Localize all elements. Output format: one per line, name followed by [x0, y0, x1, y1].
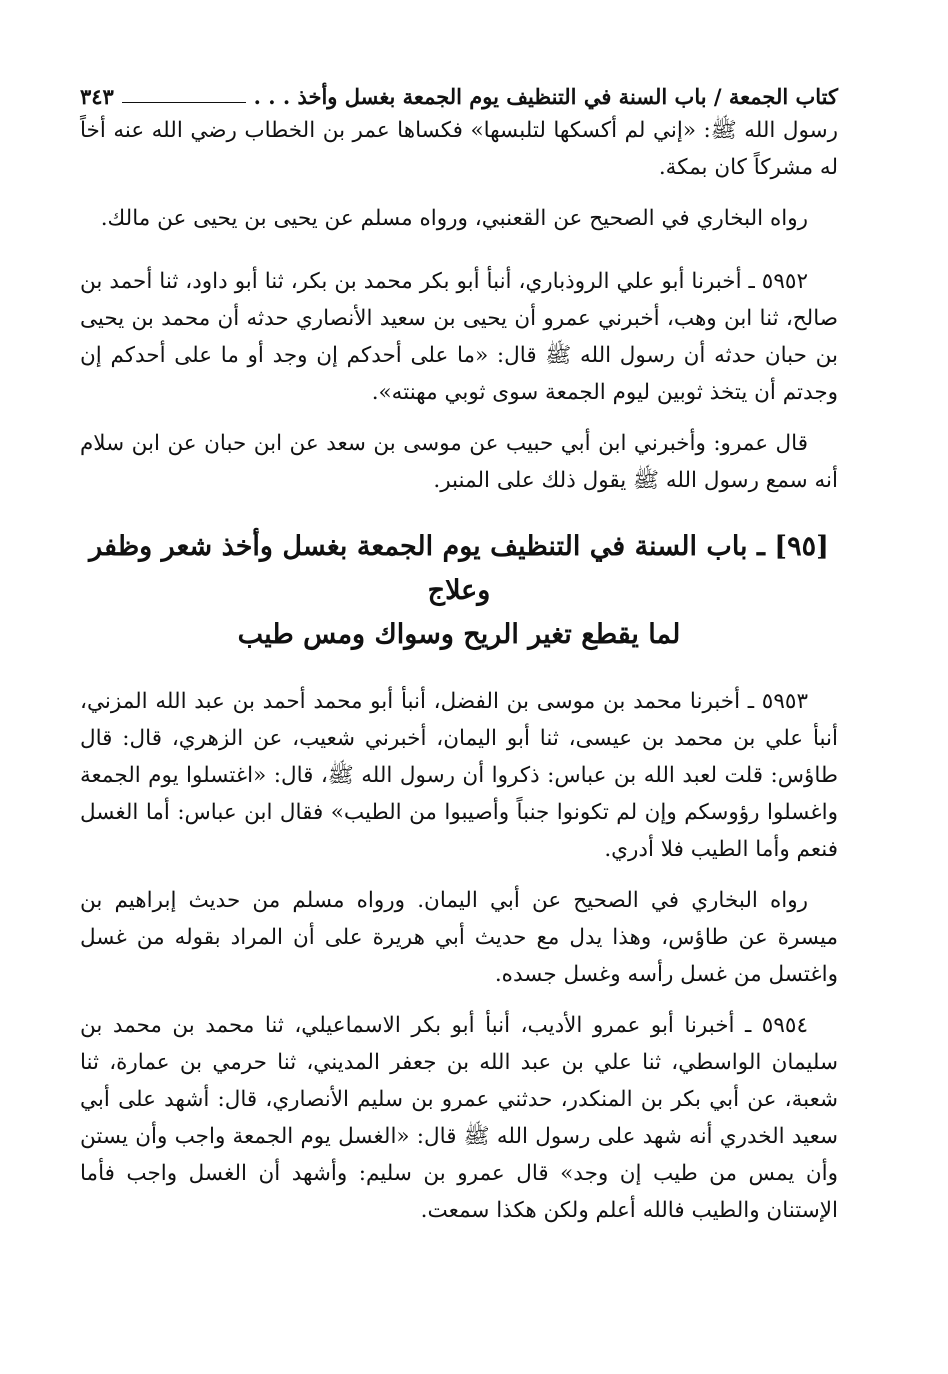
paragraph-continuation: رسول الله ﷺ: «إني لم أكسكها لتلبسها» فكساها عمر بن الخطاب رضي الله عنه أخاً له مشركاً كان بمكة. [80, 118, 838, 180]
running-header [80, 78, 838, 112]
chapter-heading [80, 525, 838, 657]
paragraph-narration-note: رواه البخاري في الصحيح عن القعنبي، ورواه مسلم عن يحيى بن يحيى عن مالك. [100, 206, 808, 231]
paragraph-amr-narration: قال عمرو: وأخبرني ابن أبي حبيب عن موسى بن سعد عن ابن حبان عن ابن سلام أنه سمع رسول الله ﷺ يقول ذلك على المنبر. [80, 431, 838, 493]
page-number: ٣٤٣ [80, 84, 114, 109]
running-title: كتاب الجمعة / باب السنة في التنظيف يوم الجمعة بغسل وأخذ . . . [253, 84, 838, 109]
hadith-5954: ٥٩٥٤ ـ أخبرنا أبو عمرو الأديب، أنبأ أبو بكر الاسماعيلي، ثنا محمد بن محمد بن سليمان الواسطي، ثنا علي بن عبد الله بن جعفر المديني، ثنا حرمي بن عمارة، ثنا شعبة، عن أبي بكر بن المنكدر، حدثني عمرو بن سليم الأنصاري، قال: أشهد على أبي سعيد الخدري أنه شهد على رسول الله ﷺ قال: «الغسل يوم الجمعة واجب وأن يستن وأن يمس من طيب إن وجد» قال عمرو بن سليم: وأشهد أن الغسل واجب فأما الإستنان والطيب فالله أعلم ولكن هكذا سمعت. [80, 1013, 838, 1223]
chapter-heading-line-2: لما يقطع تغير الريح وسواك ومس طيب [237, 619, 681, 650]
paragraph-bukhari-note: رواه البخاري في الصحيح عن أبي اليمان. ورواه مسلم من حديث إبراهيم بن ميسرة عن طاؤس، وهذا يدل مع حديث أبي هريرة على أن المراد بقوله من غسل واغتسل من غسل رأسه وغسل جسده. [80, 888, 838, 987]
hadith-5952: ٥٩٥٢ ـ أخبرنا أبو علي الروذباري، أنبأ أبو بكر محمد بن بكر، ثنا أبو داود، ثنا أحمد بن صالح، ثنا ابن وهب، أخبرني عمرو أن يحيى بن سعيد الأنصاري حدثه أن محمد بن يحيى بن حبان حدثه أن رسول الله ﷺ قال: «ما على أحدكم إن وجد أو ما على أحدكم إن وجدتم أن يتخذ ثوبين ليوم الجمعة سوى ثوبي مهنته». [80, 269, 838, 405]
hadith-5953: ٥٩٥٣ ـ أخبرنا محمد بن موسى بن الفضل، أنبأ أبو محمد أحمد بن عبد الله المزني، أنبأ علي بن محمد بن عيسى، ثنا أبو اليمان، أخبرني شعيب، عن الزهري، قال: قال طاؤس: قلت لعبد الله بن عباس: ذكروا أن رسول الله ﷺ، قال: «اغتسلوا يوم الجمعة واغسلوا رؤوسكم وإن لم تكونوا جنباً وأصيبوا من الطيب» فقال ابن عباس: أما الغسل فنعم وأما الطيب فلا أدري. [80, 689, 838, 862]
chapter-heading-line-1: [٩٥] ـ باب السنة في التنظيف يوم الجمعة بغسل وأخذ شعر وظفر وعلاج [89, 531, 829, 606]
header-rule [122, 102, 246, 103]
